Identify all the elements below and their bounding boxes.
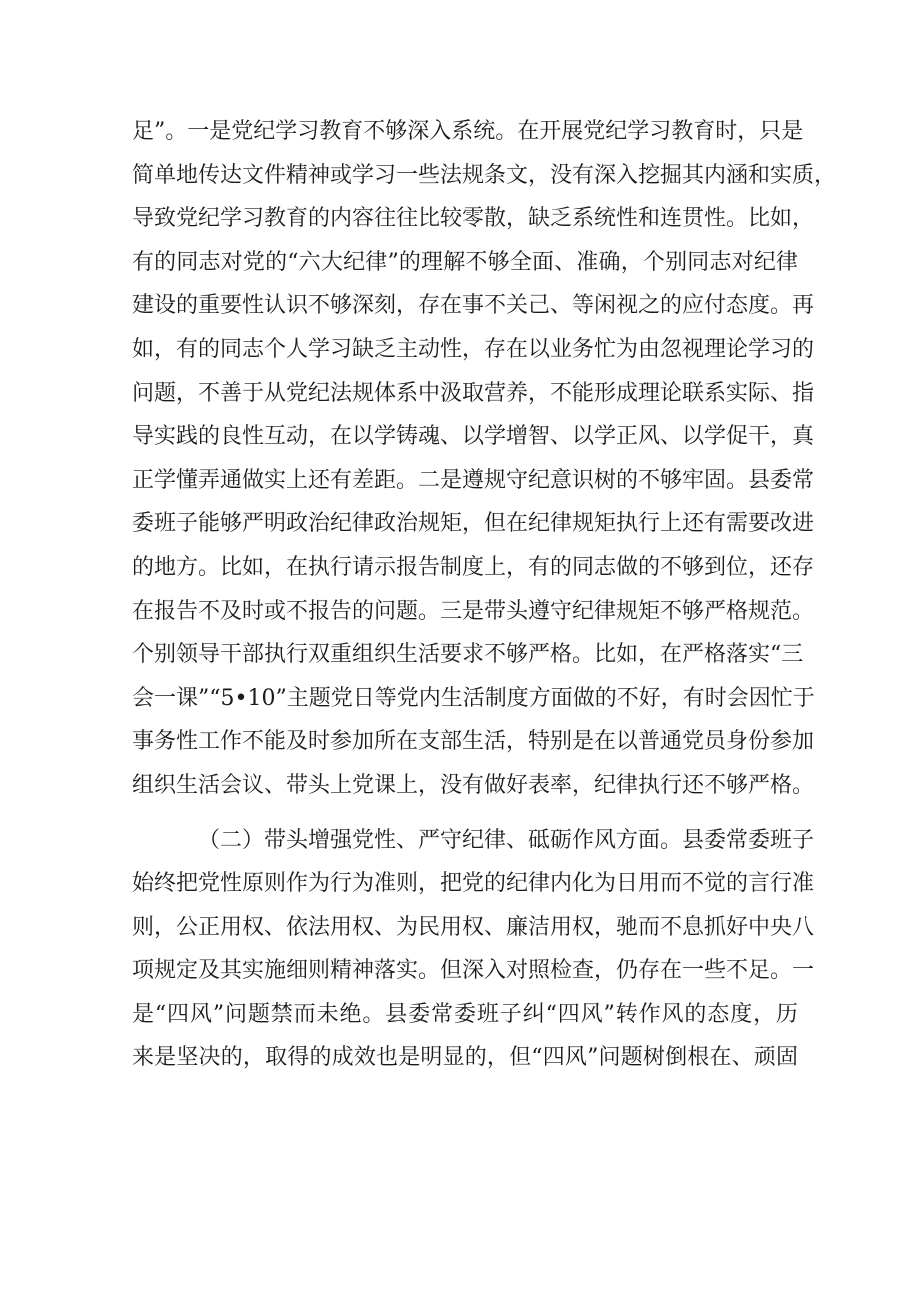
text-line: 足”。一是党纪学习教育不够深入系统。在开展党纪学习教育时，只是 (132, 119, 804, 144)
text-line: 的地方。比如，在执行请示报告制度上，有的同志做的不够到位，还存 (132, 554, 815, 580)
text-line: 简单地传达文件精神或学习一些法规条文，没有深入挖掘其内涵和实质， (132, 162, 837, 188)
text-line: 问题，不善于从党纪法规体系中汲取营养，不能形成理论联系实际、指 (132, 380, 815, 406)
text-line: 建设的重要性认识不够深刻，存在事不关己、等闲视之的应付态度。再 (132, 293, 815, 319)
text-line: 始终把党性原则作为行为准则，把党的纪律内化为日用而不觉的言行准 (132, 871, 815, 897)
paragraph-1 (132, 110, 837, 808)
text-line: 委班子能够严明政治纪律政治规矩，但在纪律规矩执行上还有需要改进 (132, 511, 815, 537)
text-line: 导实践的良性互动，在以学铸魂、以学增智、以学正风、以学促干，真 (132, 424, 815, 450)
text-line: 是“四风”问题禁而未绝。县委常委班子纠“四风”转作风的态度，历 (132, 1001, 798, 1027)
text-line: 正学懂弄通做实上还有差距。二是遵规守纪意识树的不够牢固。县委常 (132, 467, 815, 493)
text-line: 来是坚决的，取得的成效也是明显的，但“四风”问题树倒根在、顽固 (132, 1045, 798, 1071)
text-line: 组织生活会议、带头上党课上，没有做好表率，纪律执行还不够严格。 (132, 772, 815, 798)
text-line: 事务性工作不能及时参加所在支部生活，特别是在以普通党员身份参加 (132, 729, 815, 755)
text-line: 在报告不及时或不报告的问题。三是带头遵守纪律规矩不够严格规范。 (132, 598, 815, 624)
text-line: 如，有的同志个人学习缺乏主动性，存在以业务忙为由忽视理论学习的 (132, 336, 815, 362)
document-body (132, 110, 837, 1080)
text-line: 个别领导干部执行双重组织生活要求不够严格。比如，在严格落实“三 (132, 642, 804, 668)
text-line: 会一课”“5•10”主题党日等党内生活制度方面做的不好，有时会因忙于 (132, 685, 815, 711)
text-line: （二）带头增强党性、严守纪律、砥砺作风方面。县委常委班子 (198, 827, 815, 853)
text-line: 导致党纪学习教育的内容往往比较零散，缺乏系统性和连贯性。比如， (132, 206, 815, 232)
text-line: 则，公正用权、依法用权、为民用权、廉洁用权，驰而不息抓好中央八 (132, 914, 815, 940)
text-line: 项规定及其实施细则精神落实。但深入对照检查，仍存在一些不足。一 (132, 958, 815, 984)
paragraph-2 (132, 819, 815, 1081)
text-line: 有的同志对党的“六大纪律”的理解不够全面、准确，个别同志对纪律 (132, 249, 798, 275)
paragraph-gap (132, 808, 798, 819)
